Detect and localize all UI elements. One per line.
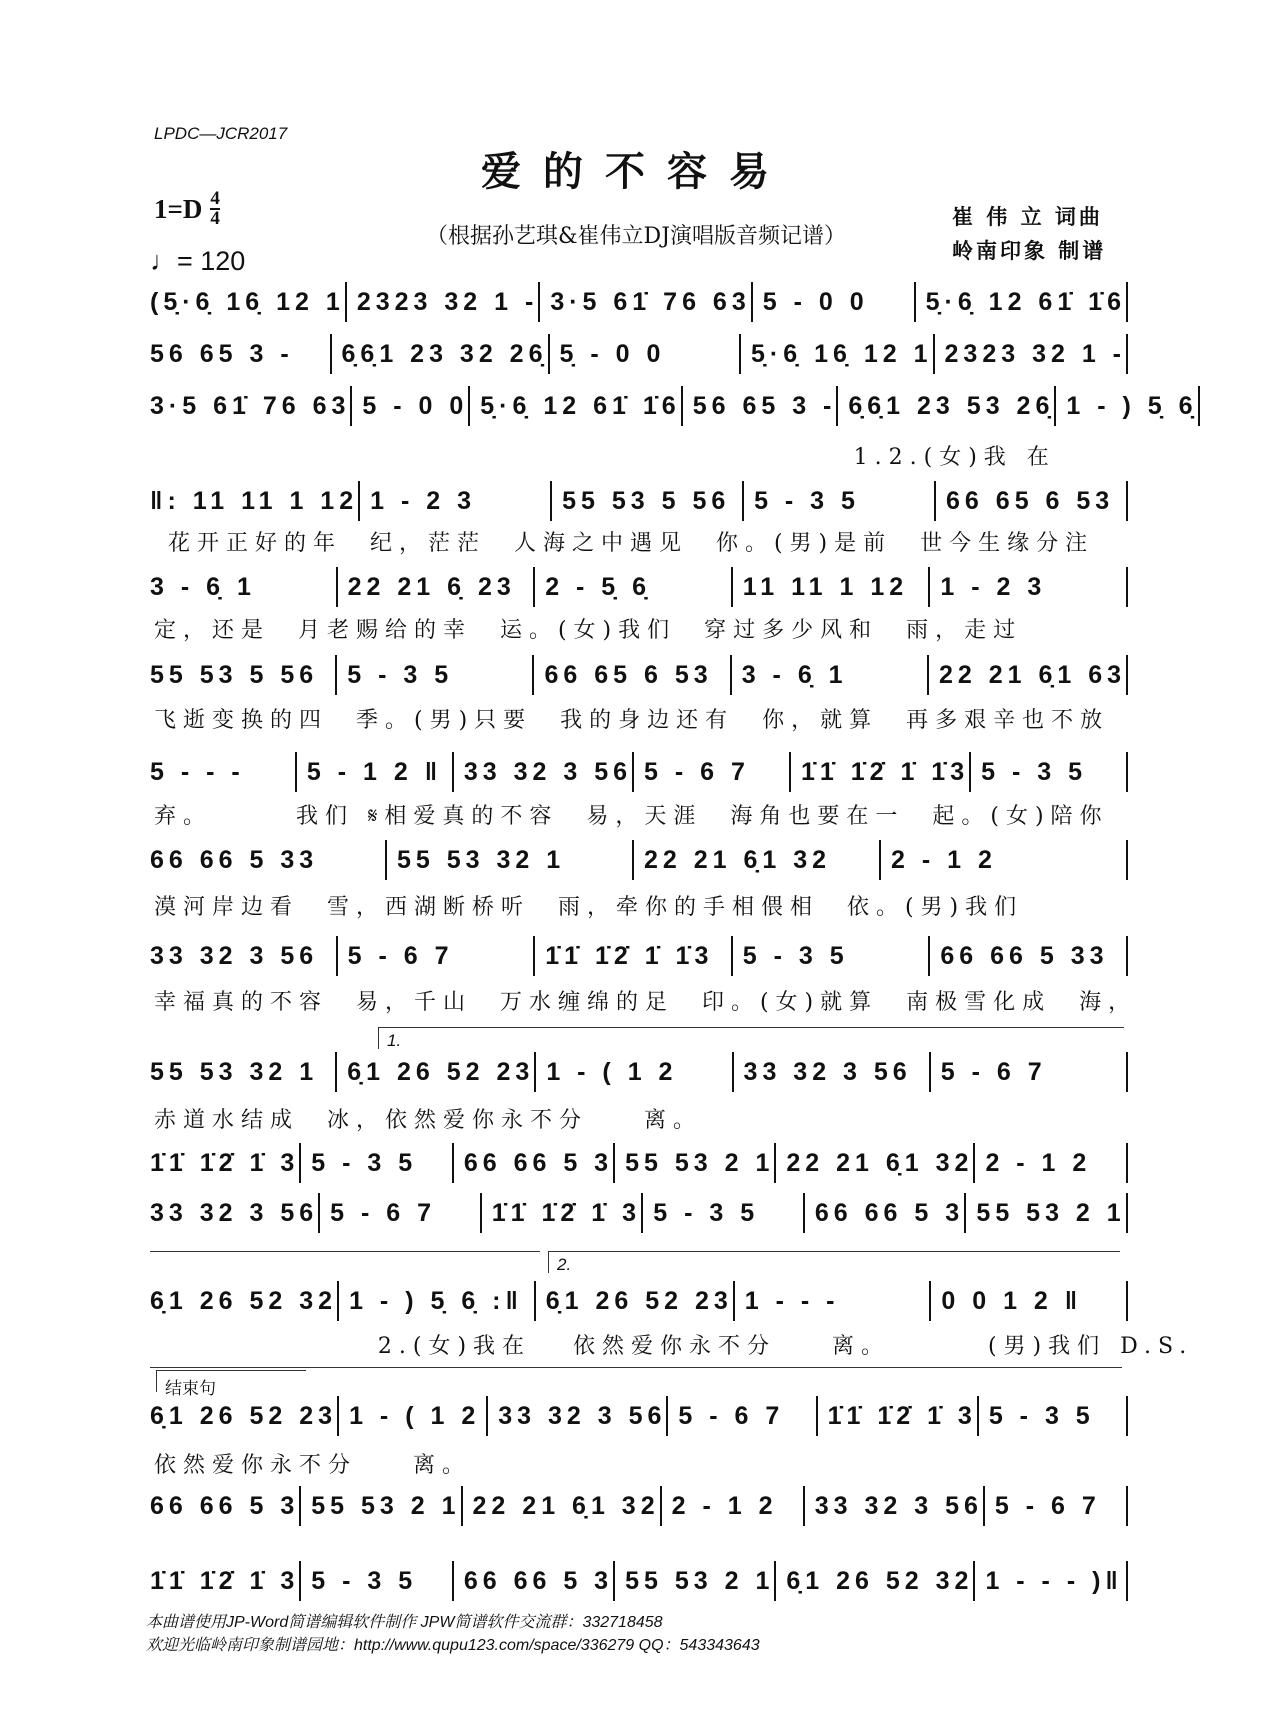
- lyric-line: 赤道水结成 冰，依然爱你永不分 离。: [154, 1108, 702, 1133]
- volta-first-continuation: [150, 1251, 540, 1252]
- notation-row: [150, 1281, 1128, 1321]
- measure: 2 - 1 2: [879, 840, 1126, 880]
- measure: 55 53 32 1: [385, 840, 632, 880]
- credits: [952, 200, 1106, 268]
- measure: 55 53 2 1: [299, 1486, 460, 1526]
- measure: 66 65 6 53: [934, 481, 1126, 521]
- measure: 22 21 6̣1 32: [774, 1143, 973, 1183]
- volta-second: 2.: [548, 1251, 1120, 1273]
- lyric-line: 弃。 我们 𝄋相爱真的不容 易，天涯 海角也要在一 起。(女)陪你: [154, 804, 1109, 829]
- measure: 5̣·6̣ 12 61̇ 1̇6: [468, 386, 680, 426]
- lyric-line: 2.(女)我在 依然爱你永不分 离。 (男)我们 D.S.: [154, 1334, 1194, 1359]
- measure: 5 - 3 5: [731, 936, 929, 976]
- measure: 1̇1̇ 1̇2̇ 1̇ 3: [816, 1396, 977, 1436]
- measure: 66 66 5 33: [150, 845, 319, 874]
- subtitle: （根据孙艺琪&崔伟立DJ演唱版音频记谱）: [425, 224, 847, 249]
- measure: 1 - ( 1 2: [534, 1052, 731, 1092]
- measure: 1 - - - )‖: [973, 1561, 1126, 1601]
- notation-row: [150, 481, 1128, 521]
- measure: 5 - 3 5: [641, 1193, 803, 1233]
- footer-line-1: 本曲谱使用JP-Word简谱编辑软件制作 JPW简谱软件交流群：332718458: [146, 1614, 663, 1631]
- arranger-credit: 岭南印象 制谱: [952, 238, 1107, 263]
- measure: 5 - 3 5: [742, 481, 934, 521]
- measure: 56 65 3 -: [681, 386, 837, 426]
- ending-divider: [150, 1367, 1122, 1368]
- measure: 22 21 6̣1 32: [632, 840, 879, 880]
- measure: 5 - 6 7: [929, 1052, 1126, 1092]
- measure: 5̣·6̣ 12 61̇ 1̇6: [914, 282, 1126, 322]
- measure: 66 66 5 3: [452, 1143, 613, 1183]
- measure: 22 21 6̣1 32: [461, 1486, 660, 1526]
- measure: 1̇1̇ 1̇2̇ 1̇ 1̇3: [533, 936, 731, 976]
- lyric-line: 依然爱你永不分 离。: [154, 1453, 471, 1478]
- lyric-line: 花开正好的年 纪，茫茫 人海之中遇见 你。(男)是前 世今生缘分注: [154, 531, 1095, 556]
- measure: 5 - 3 5: [977, 1396, 1126, 1436]
- measure: 5 - 6 7: [632, 752, 789, 792]
- lyric-line: 漠河岸边看 雪，西湖断桥听 雨，牵你的手相偎相 依。(男)我们: [154, 895, 1024, 920]
- measure: 1 - ) 5̣ 6̣: [1054, 386, 1197, 426]
- measure: 1̇1̇ 1̇2̇ 1̇ 3: [480, 1193, 642, 1233]
- measure: 6̣1 26 52 32: [150, 1286, 338, 1315]
- measure: 3·5 61̇ 76 63: [538, 282, 750, 322]
- notation-row: [150, 840, 1128, 880]
- measure: 33 32 3 56: [486, 1396, 666, 1436]
- notation-row: [150, 1396, 1128, 1436]
- measure: 5 - 3 5: [299, 1561, 452, 1601]
- notation-row: [150, 1143, 1128, 1183]
- song-title: 爱的不容易: [481, 148, 791, 195]
- measure: 22 21 6̣ 23: [336, 567, 534, 607]
- measure: 1 - 2 3: [928, 567, 1126, 607]
- tempo-marking: ♩= 120: [150, 246, 246, 276]
- notation-row: [150, 752, 1128, 792]
- measure: 1̇1̇ 1̇2̇ 1̇ 3: [150, 1566, 300, 1595]
- notation-row: [150, 334, 1128, 374]
- measure: 66 66 5 3: [150, 1491, 300, 1520]
- lyric-line: 1.2.(女)我 在: [154, 445, 1056, 470]
- measure: 55 53 2 1: [613, 1561, 774, 1601]
- measure: 5 - 6 7: [336, 936, 534, 976]
- measure: 1̇1̇ 1̇2̇ 1̇ 1̇3: [789, 752, 969, 792]
- measure: 5 - 6 7: [983, 1486, 1126, 1526]
- measure: 2323 32 1 -: [933, 334, 1127, 374]
- score-code: LPDC—JCR2017: [154, 124, 288, 143]
- composer-credit: 崔 伟 立 词曲: [952, 204, 1103, 229]
- measure: 33 32 3 56: [150, 1198, 319, 1227]
- measure: 55 53 5 56: [550, 481, 742, 521]
- measure: ‖: 11 11 1 12: [150, 486, 359, 515]
- measure: 6̣1 26 52 23: [335, 1052, 534, 1092]
- measure: 2 - 5̣ 6̣: [533, 567, 731, 607]
- measure: 5 - 3 5: [969, 752, 1126, 792]
- measure: 6̣1 26 52 32: [774, 1561, 973, 1601]
- measure: 1 - ) 5̣ 6̣ :‖: [337, 1281, 534, 1321]
- measure: 22 21 6̣1 63: [927, 655, 1126, 695]
- notation-row: [150, 386, 1198, 426]
- measure: 11 11 1 12: [731, 567, 929, 607]
- measure: 3 - 6̣ 1: [150, 572, 256, 601]
- measure: 6̣1 26 52 23: [150, 1401, 338, 1430]
- measure: 6̣6̣1 23 32 26̣: [330, 334, 548, 374]
- measure: 1 - - -: [733, 1281, 930, 1321]
- measure: 1̇1̇ 1̇2̇ 1̇ 3: [150, 1148, 300, 1177]
- notation-row: [150, 567, 1128, 607]
- measure: 3·5 61̇ 76 63: [150, 391, 351, 420]
- measure: 33 32 3 56: [452, 752, 632, 792]
- measure: 66 66 5 3: [803, 1193, 965, 1233]
- measure: 1 - ( 1 2: [337, 1396, 486, 1436]
- notation-row: [150, 1052, 1128, 1092]
- measure: (5̣·6̣ 16̣ 12 1: [150, 287, 345, 316]
- measure: 2 - 1 2: [660, 1486, 803, 1526]
- measure: 5 - 0 0: [350, 386, 468, 426]
- notation-row: [150, 1486, 1128, 1526]
- measure: 2323 32 1 -: [345, 282, 539, 322]
- measure: 5̣·6̣ 16̣ 12 1: [739, 334, 933, 374]
- measure: 33 32 3 56: [732, 1052, 929, 1092]
- measure: 5 - 6 7: [666, 1396, 815, 1436]
- measure: 55 53 32 1: [150, 1057, 319, 1086]
- measure: 5̣ - 0 0: [548, 334, 740, 374]
- measure: 6̣1 26 52 23: [534, 1281, 733, 1321]
- footer-line-2: 欢迎光临岭南印象制谱园地：http://www.qupu123.com/space/336279 QQ：543343643: [146, 1637, 760, 1654]
- measure: 2 - 1 2: [973, 1143, 1126, 1183]
- measure: 1 - 2 3: [358, 481, 550, 521]
- time-denominator: 4: [210, 208, 220, 229]
- measure: 5 - - -: [150, 757, 245, 786]
- measure: 55 53 5 56: [150, 660, 319, 689]
- measure: 5 - 0 0: [751, 282, 914, 322]
- notation-row: [150, 1561, 1128, 1601]
- measure: 5 - 3 5: [335, 655, 532, 695]
- ending-section-label: 结束句: [156, 1370, 306, 1392]
- volta-first: 1.: [378, 1027, 1124, 1049]
- measure: 55 53 2 1: [964, 1193, 1126, 1233]
- measure: 33 32 3 56: [803, 1486, 983, 1526]
- measure: 66 66 5 33: [928, 936, 1126, 976]
- lyric-line: 飞逝变换的四 季。(男)只要 我的身边还有 你，就算 再多艰辛也不放: [154, 708, 1110, 733]
- notation-row: [150, 282, 1128, 322]
- measure: 33 32 3 56: [150, 941, 319, 970]
- measure: 55 53 2 1: [613, 1143, 774, 1183]
- lyric-line: 定，还是 月老赐给的幸 运。(女)我们 穿过多少风和 雨，走过: [154, 618, 1023, 643]
- time-numerator: 4: [210, 188, 220, 209]
- measure: 0 0 1 2 ‖: [929, 1281, 1126, 1321]
- key-label: 1=D: [154, 193, 203, 224]
- measure: 66 66 5 3: [452, 1561, 613, 1601]
- measure: 3 - 6̣ 1: [730, 655, 927, 695]
- notation-row: [150, 936, 1128, 976]
- measure: 66 65 6 53: [532, 655, 729, 695]
- notation-row: [150, 1193, 1128, 1233]
- measure: 5 - 1 2 ‖: [295, 752, 452, 792]
- measure: 5 - 6 7: [318, 1193, 480, 1233]
- measure: 6̣6̣1 23 53 26̣: [836, 386, 1054, 426]
- notation-row: [150, 655, 1128, 695]
- measure: 5 - 3 5: [299, 1143, 452, 1183]
- measure: 56 65 3 -: [150, 339, 294, 368]
- lyric-line: 幸福真的不容 易，千山 万水缠绵的足 印。(女)就算 南极雪化成 海，: [154, 990, 1138, 1015]
